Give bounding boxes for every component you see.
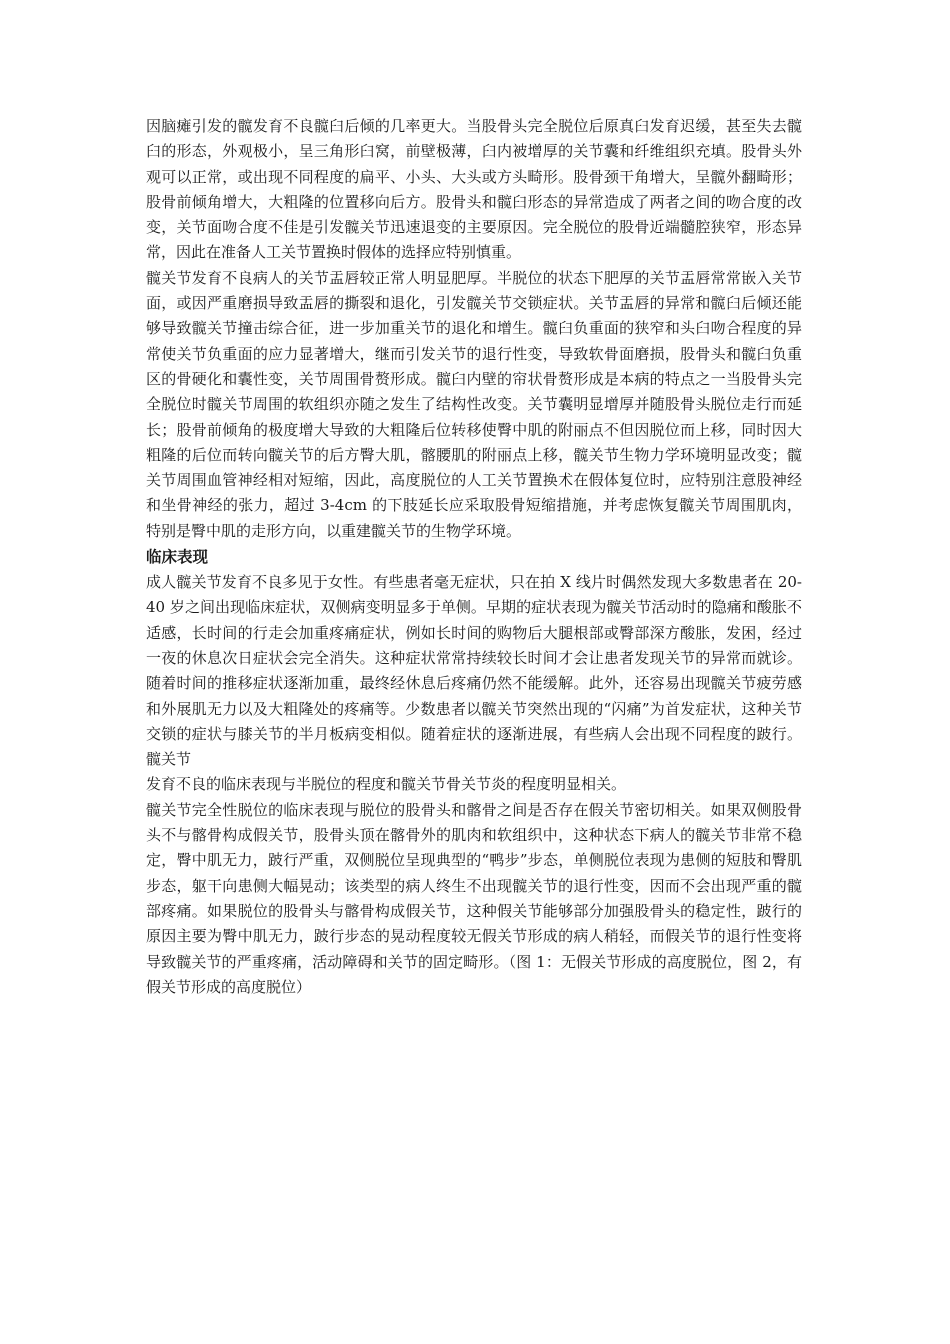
- section-heading-clinical: 临床表现: [146, 548, 209, 567]
- document-body: [146, 114, 802, 1000]
- paragraph-complete-dislocation: 髋关节完全性脱位的临床表现与脱位的股骨头和髂骨之间是否存在假关节密切相关。如果双侧股骨头不与髂骨构成假关节，股骨头顶在髂骨外的肌肉和软组织中，这种状态下病人的髋关节非常不稳定，臀中肌无力，跛行严重，双侧脱位呈现典型的“鸭步”步态，单侧脱位表现为患侧的短肢和臀肌步态，躯干向患侧大幅晃动；该类型的病人终生不出现髋关节的退行性变，因而不会出现严重的髋部疼痛。如果脱位的股骨头与髂骨构成假关节，这种假关节能够部分加强股骨头的稳定性，跛行的原因主要为臀中肌无力，跛行步态的晃动程度较无假关节形成的病人稍轻，而假关节的退行性变将导致髋关节的严重疼痛，活动障碍和关节的固定畸形。（图 1：无假关节形成的高度脱位，图 2，有假关节形成的高度脱位）: [146, 800, 802, 996]
- paragraph-clinical-correlation: 发育不良的临床表现与半脱位的程度和髋关节骨关节炎的程度明显相关。: [146, 775, 627, 794]
- paragraph-labrum-soft-tissue: 髋关节发育不良病人的关节盂唇较正常人明显肥厚。半脱位的状态下肥厚的关节盂唇常常嵌入关节面，或因严重磨损导致盂唇的撕裂和退化，引发髋关节交锁症状。关节盂唇的异常和髋臼后倾还能够导致髋关节撞击综合征，进一步加重关节的退化和增生。髋臼负重面的狭窄和头臼吻合程度的异常使关节负重面的应力显著增大，继而引发关节的退行性变，导致软骨面磨损，股骨头和髋臼负重区的骨硬化和囊性变，关节周围骨赘形成。髋臼内壁的帘状骨赘形成是本病的特点之一当股骨头完全脱位时髋关节周围的软组织亦随之发生了结构性改变。关节囊明显增厚并随股骨头脱位走行而延长；股骨前倾角的极度增大导致的大粗隆后位转移使臀中肌的附丽点不但因脱位而上移，同时因大粗隆的后位而转向髋关节的后方臀大肌，髂腰肌的附丽点上移，髋关节生物力学环境明显改变；髋关节周围血管神经相对短缩，因此，高度脱位的人工关节置换术在假体复位时，应特别注意股神经和坐骨神经的张力，超过 3-4cm 的下肢延长应采取股骨短缩措施，并考虑恢复髋关节周围肌肉，特别是臀中肌的走形方向，以重建髋关节的生物学环境。: [146, 268, 802, 540]
- paragraph-clinical-symptoms: 成人髋关节发育不良多见于女性。有些患者毫无症状，只在拍 X 线片时偶然发现大多数患者在 20-40 岁之间出现临床症状，双侧病变明显多于单侧。早期的症状表现为髋关节活动时的隐痛和酸胀不适感，长时间的行走会加重疼痛症状，例如长时间的购物后大腿根部或臀部深方酸胀，发困，经过一夜的休息次日症状会完全消失。这种症状常常持续较长时间才会让患者发现关节的异常而就诊。随着时间的推移症状逐渐加重，最终经休息后疼痛仍然不能缓解。此外，还容易出现髋关节疲劳感和外展肌无力以及大粗隆处的疼痛等。少数患者以髋关节突然出现的“闪痛”为首发症状，这种关节交锁的症状与膝关节的半月板病变相似。随着症状的逐渐进展，有些病人会出现不同程度的跛行。髋关节: [146, 573, 802, 769]
- paragraph-dysplasia-morphology: 因脑瘫引发的髋发育不良髋臼后倾的几率更大。当股骨头完全脱位后原真臼发育迟缓，甚至失去髋臼的形态，外观极小，呈三角形臼窝，前壁极薄，臼内被增厚的关节囊和纤维组织充填。股骨头外观可以正常，或出现不同程度的扁平、小头、大头或方头畸形。股骨颈干角增大，呈髋外翻畸形；股骨前倾角增大，大粗隆的位置移向后方。股骨头和髋臼形态的异常造成了两者之间的吻合度的改变，关节面吻合度不佳是引发髋关节迅速退变的主要原因。完全脱位的股骨近端髓腔狭窄，形态异常，因此在准备人工关节置换时假体的选择应特别慎重。: [146, 117, 802, 262]
